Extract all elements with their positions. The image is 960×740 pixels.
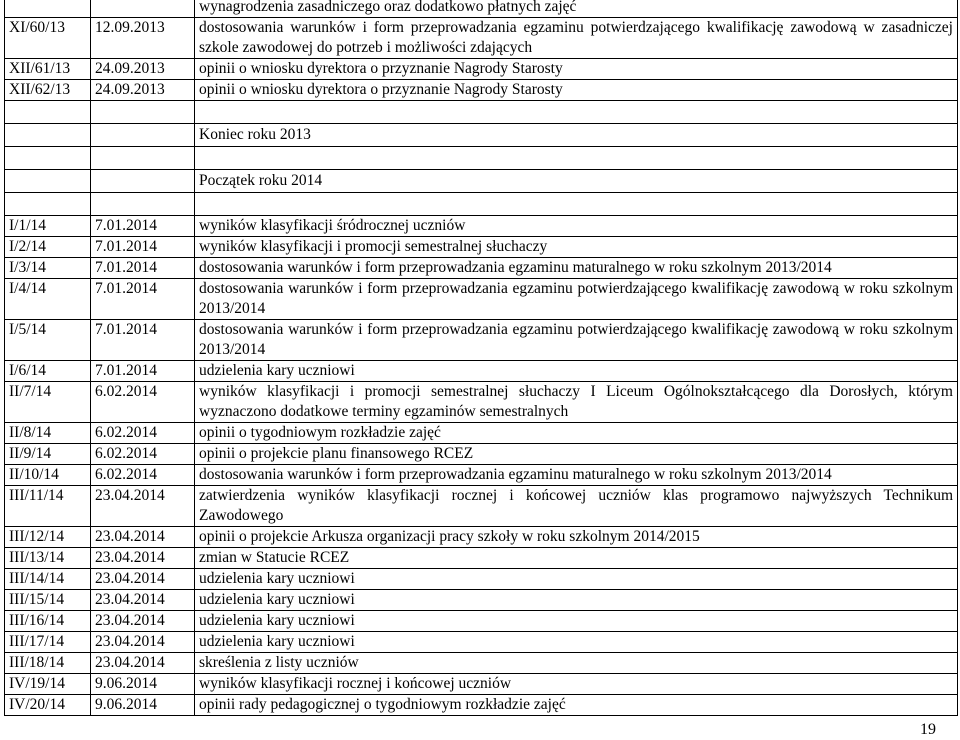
resolution-date xyxy=(91,101,195,124)
resolution-number xyxy=(5,147,91,170)
resolution-number: II/10/14 xyxy=(5,465,91,486)
resolution-date: 6.02.2014 xyxy=(91,465,195,486)
table-row xyxy=(5,444,958,465)
table-row xyxy=(5,590,958,611)
resolution-subject: udzielenia kary uczniowi xyxy=(195,632,958,653)
resolution-subject: dostosowania warunków i form przeprowadzania egzaminu potwierdzającego kwalifikację zawodową w roku szkolnym 2013/2014 xyxy=(195,320,958,361)
spacer-row xyxy=(5,147,958,170)
resolution-subject: wyników klasyfikacji i promocji semestralnej słuchaczy xyxy=(195,237,958,258)
table-row xyxy=(5,279,958,320)
resolution-date: 7.01.2014 xyxy=(91,258,195,279)
resolution-date: 23.04.2014 xyxy=(91,611,195,632)
table-row xyxy=(5,0,958,18)
resolution-number xyxy=(5,193,91,216)
table-row xyxy=(5,59,958,80)
table-row xyxy=(5,361,958,382)
resolution-subject: Początek roku 2014 xyxy=(195,170,958,193)
resolutions-table xyxy=(4,0,958,716)
table-row xyxy=(5,569,958,590)
resolution-subject: opinii o projekcie Arkusza organizacji pracy szkoły w roku szkolnym 2014/2015 xyxy=(195,527,958,548)
table-row xyxy=(5,80,958,101)
table-row xyxy=(5,320,958,361)
resolution-subject: opinii o tygodniowym rozkładzie zajęć xyxy=(195,423,958,444)
resolution-subject: opinii rady pedagogicznej o tygodniowym rozkładzie zajęć xyxy=(195,695,958,716)
resolution-number: IV/20/14 xyxy=(5,695,91,716)
resolution-number: I/4/14 xyxy=(5,279,91,320)
table-row xyxy=(5,653,958,674)
resolution-subject: udzielenia kary uczniowi xyxy=(195,590,958,611)
resolution-date: 23.04.2014 xyxy=(91,548,195,569)
table-row xyxy=(5,423,958,444)
resolution-subject xyxy=(195,101,958,124)
resolution-date: 24.09.2013 xyxy=(91,59,195,80)
section-row xyxy=(5,170,958,193)
resolution-subject: skreślenia z listy uczniów xyxy=(195,653,958,674)
resolution-number: I/3/14 xyxy=(5,258,91,279)
resolution-date: 6.02.2014 xyxy=(91,382,195,423)
resolution-number: III/18/14 xyxy=(5,653,91,674)
resolution-number: IV/19/14 xyxy=(5,674,91,695)
section-row xyxy=(5,124,958,147)
resolution-subject: zmian w Statucie RCEZ xyxy=(195,548,958,569)
table-row xyxy=(5,674,958,695)
resolution-date: 9.06.2014 xyxy=(91,695,195,716)
resolution-number: II/7/14 xyxy=(5,382,91,423)
table-row xyxy=(5,237,958,258)
resolution-number: XII/62/13 xyxy=(5,80,91,101)
table-row xyxy=(5,216,958,237)
resolution-subject: wyników klasyfikacji i promocji semestralnej słuchaczy I Liceum Ogólnokształcącego dla Dorosłych, którym wyznaczono dodatkowe terminy egzaminów semestralnych xyxy=(195,382,958,423)
resolution-subject: dostosowania warunków i form przeprowadzania egzaminu maturalnego w roku szkolnym 2013/2014 xyxy=(195,258,958,279)
page-number: 19 xyxy=(920,721,936,738)
spacer-row xyxy=(5,101,958,124)
resolution-subject: wyników klasyfikacji rocznej i końcowej uczniów xyxy=(195,674,958,695)
resolution-number xyxy=(5,124,91,147)
resolution-subject: udzielenia kary uczniowi xyxy=(195,361,958,382)
spacer-row xyxy=(5,193,958,216)
resolution-number: I/2/14 xyxy=(5,237,91,258)
table-row xyxy=(5,548,958,569)
resolution-subject: dostosowania warunków i form przeprowadzania egzaminu potwierdzającego kwalifikację zawodową w roku szkolnym 2013/2014 xyxy=(195,279,958,320)
resolution-number: III/13/14 xyxy=(5,548,91,569)
resolution-date: 7.01.2014 xyxy=(91,216,195,237)
resolution-date: 6.02.2014 xyxy=(91,423,195,444)
resolution-date: 24.09.2013 xyxy=(91,80,195,101)
table-row xyxy=(5,695,958,716)
resolution-number: II/8/14 xyxy=(5,423,91,444)
table-row xyxy=(5,465,958,486)
resolution-date: 7.01.2014 xyxy=(91,237,195,258)
resolution-date xyxy=(91,193,195,216)
resolution-date: 12.09.2013 xyxy=(91,18,195,59)
resolution-number: III/17/14 xyxy=(5,632,91,653)
resolution-subject: opinii o wniosku dyrektora o przyznanie Nagrody Starosty xyxy=(195,80,958,101)
resolution-number: I/1/14 xyxy=(5,216,91,237)
resolution-number: I/6/14 xyxy=(5,361,91,382)
resolution-number: III/12/14 xyxy=(5,527,91,548)
resolutions-table-body xyxy=(5,0,958,716)
resolution-date: 23.04.2014 xyxy=(91,569,195,590)
table-row xyxy=(5,486,958,527)
resolution-subject: dostosowania warunków i form przeprowadzania egzaminu maturalnego w roku szkolnym 2013/2014 xyxy=(195,465,958,486)
resolution-number: III/11/14 xyxy=(5,486,91,527)
resolution-number: III/15/14 xyxy=(5,590,91,611)
resolution-subject: wynagrodzenia zasadniczego oraz dodatkowo płatnych zajęć xyxy=(195,0,958,18)
resolution-date: 6.02.2014 xyxy=(91,444,195,465)
resolution-date: 23.04.2014 xyxy=(91,632,195,653)
resolution-date xyxy=(91,0,195,18)
table-row xyxy=(5,382,958,423)
resolution-subject: dostosowania warunków i form przeprowadzania egzaminu potwierdzającego kwalifikację zawodową w zasadniczej szkole zawodowej do potrzeb i możliwości zdających xyxy=(195,18,958,59)
table-row xyxy=(5,18,958,59)
resolution-date: 9.06.2014 xyxy=(91,674,195,695)
table-row xyxy=(5,258,958,279)
table-row xyxy=(5,632,958,653)
resolution-number: I/5/14 xyxy=(5,320,91,361)
resolution-subject: opinii o wniosku dyrektora o przyznanie Nagrody Starosty xyxy=(195,59,958,80)
resolution-number: XI/60/13 xyxy=(5,18,91,59)
resolution-subject: Koniec roku 2013 xyxy=(195,124,958,147)
table-row xyxy=(5,611,958,632)
resolution-date: 23.04.2014 xyxy=(91,653,195,674)
resolution-date: 23.04.2014 xyxy=(91,527,195,548)
resolution-date: 7.01.2014 xyxy=(91,279,195,320)
resolution-date: 23.04.2014 xyxy=(91,486,195,527)
resolution-date xyxy=(91,147,195,170)
resolution-number: II/9/14 xyxy=(5,444,91,465)
resolution-number: III/14/14 xyxy=(5,569,91,590)
resolution-subject xyxy=(195,193,958,216)
resolution-number: III/16/14 xyxy=(5,611,91,632)
resolution-subject xyxy=(195,147,958,170)
resolution-number xyxy=(5,101,91,124)
resolution-number: XII/61/13 xyxy=(5,59,91,80)
resolution-subject: wyników klasyfikacji śródrocznej uczniów xyxy=(195,216,958,237)
resolution-subject: opinii o projekcie planu finansowego RCEZ xyxy=(195,444,958,465)
resolution-date xyxy=(91,170,195,193)
resolution-date: 7.01.2014 xyxy=(91,361,195,382)
resolution-date: 7.01.2014 xyxy=(91,320,195,361)
resolution-subject: udzielenia kary uczniowi xyxy=(195,611,958,632)
resolution-number xyxy=(5,170,91,193)
resolution-subject: zatwierdzenia wyników klasyfikacji rocznej i końcowej uczniów klas programowo najwyższych Technikum Zawodowego xyxy=(195,486,958,527)
resolution-subject: udzielenia kary uczniowi xyxy=(195,569,958,590)
table-row xyxy=(5,527,958,548)
resolution-date xyxy=(91,124,195,147)
resolution-date: 23.04.2014 xyxy=(91,590,195,611)
resolution-number xyxy=(5,0,91,18)
